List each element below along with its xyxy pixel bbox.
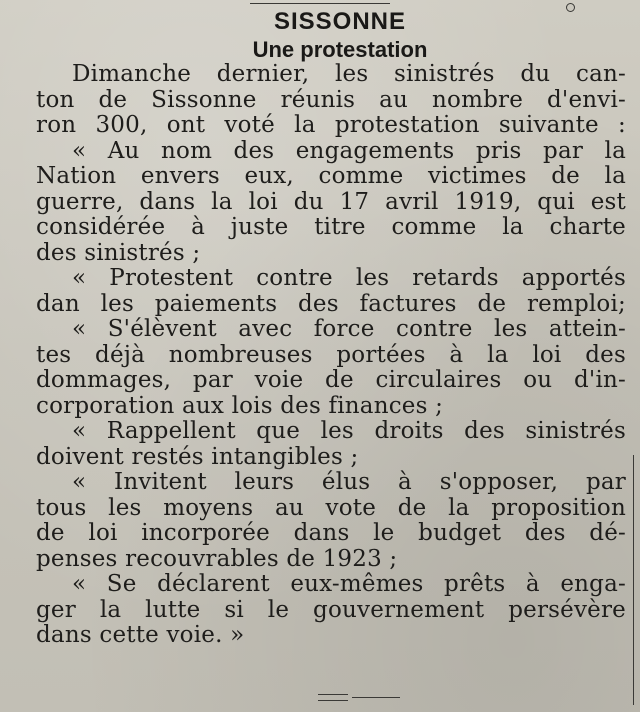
end-ornament-rule	[352, 697, 400, 698]
article-line: « Rappellent que les droits des sinistrés	[72, 418, 626, 444]
article-line: dan les paiements des factures de remploi;	[36, 290, 626, 317]
article-line: « S'élèvent avec force contre les attein-	[72, 316, 626, 342]
column-divider-rule	[633, 455, 634, 705]
end-ornament-double-rule	[318, 694, 348, 701]
article-line: « Se déclarent eux-mêmes prêts à enga-	[72, 571, 626, 597]
article-line: corporation aux lois des finances ;	[36, 392, 444, 419]
article-line: guerre, dans la loi du 17 avril 1919, qui est	[36, 188, 626, 215]
top-ornament-rule	[250, 3, 390, 4]
article-line: des sinistrés ;	[36, 239, 201, 266]
article-line: doivent restés intangibles ;	[36, 443, 359, 470]
article-line: ton de Sissonne réunis au nombre d'envi-	[36, 86, 626, 113]
article-line: « Au nom des engagements pris par la	[72, 137, 626, 164]
article-line: dans cette voie. »	[36, 622, 245, 648]
article-line: ger la lutte si le gouvernement persévère	[36, 596, 626, 623]
article-line: considérée à juste titre comme la charte	[36, 214, 626, 240]
article-line: de loi incorporée dans le budget des dé-	[36, 520, 626, 546]
article-body	[36, 62, 626, 649]
article-subtitle: Une protestation	[252, 37, 428, 62]
article-line: penses recouvrables de 1923 ;	[36, 545, 398, 572]
article-line: « Invitent leurs élus à s'opposer, par	[72, 469, 626, 495]
article-title: SISSONNE	[273, 8, 407, 35]
article-line: ron 300, ont voté la protestation suivante :	[36, 112, 626, 138]
article-line: « Protestent contre les retards apportés	[72, 265, 626, 291]
article-line: dommages, par voie de circulaires ou d'in-	[36, 367, 626, 393]
article-line: tes déjà nombreuses portées à la loi des	[36, 341, 626, 368]
article-line: Dimanche dernier, les sinistrés du can-	[72, 61, 626, 87]
article-line: Nation envers eux, comme victimes de la	[36, 163, 626, 189]
article-line: tous les moyens au vote de la proposition	[36, 494, 626, 521]
